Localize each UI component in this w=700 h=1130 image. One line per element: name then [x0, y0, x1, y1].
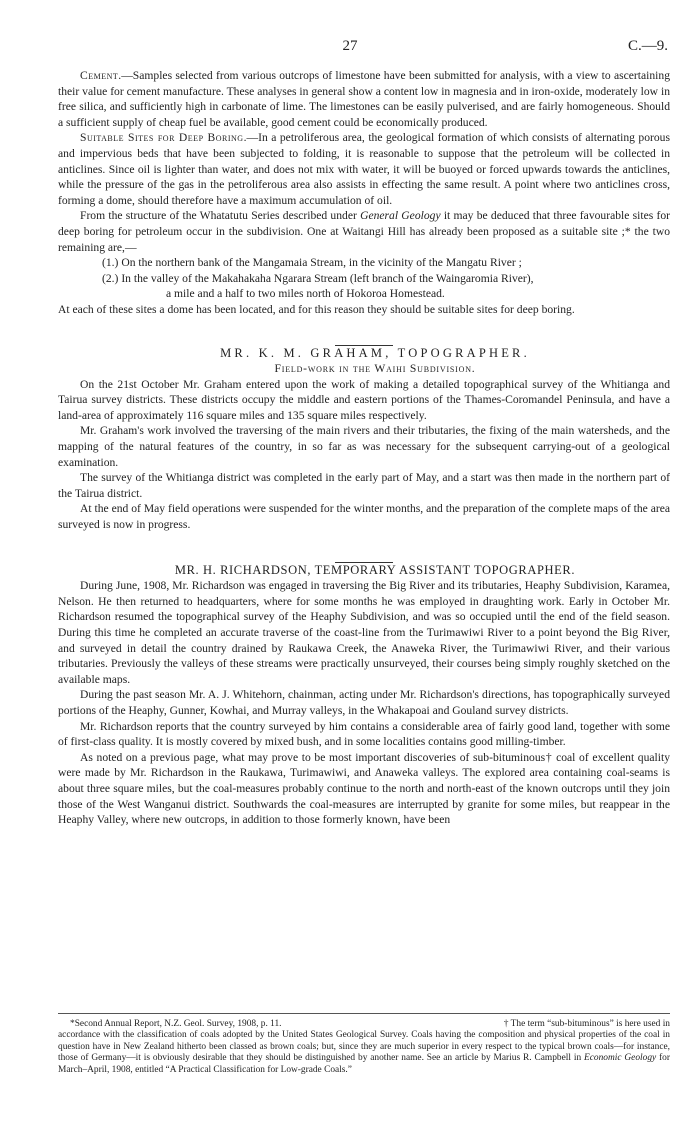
sites-text: .—In a petroliferous area, the geological formation of which consists of alternating porous and impervious beds that have been subjected to folding, it is reasonable to suppose that the petroleum will be collected in anticlines. Since oil is lighter than water, and does not mix with water, it will be buoyed or forced upwards towards the anticlines, while the pressure of the gas in the petroliferous area also assists in effecting the same result. A point where two anticlines cross, forming a dome, should therefore have a maximum accumulation of oil.	[58, 131, 670, 207]
graham-heading: MR. K. M. GRAHAM, TOPOGRAPHER.	[220, 345, 530, 360]
footnote-2-body: accordance with the classification of coals adopted by the United States Geological Survey. Coals having the composition and physical properties of the coal in question have in New Zealand hitherto been classed as brown coals; but, since they are much superior in every respect to the typical brown coals—for instance, those of Germany—it is obviously desirable that they should be distinguished by another name. See an article by Marius R. Campbell in Economic Geology for March–April, 1908, entitled “A Practical Classification for Low-grade Coals.”	[58, 1030, 670, 1075]
richardson-paragraph-4: As noted on a previous page, what may prove to be most important discoveries of sub-bituminous† coal of excellent quality were made by Mr. Richardson in the Raukawa, Turimawiwi, and Anaweka valleys. The explored area containing coal-seams is about three square miles, but the coal-measures probably continue to the north and north-east of the known outcrops until they join those of the West Wanganui district. Southwards the coal-measures are interrupted by granite for some miles, but reappear in the Heaphy Valley, where new outcrops, in addition to those formerly known, have been	[58, 750, 670, 827]
page-number: 27	[342, 38, 358, 54]
journal-title: Economic Geology	[584, 1053, 657, 1064]
whatatutu-paragraph: From the structure of the Whatatutu Series described under General Geology it may be deduced that three favourable sites for deep boring for petroleum occur in the subdivision. One at Waitangi Hill has already been proposed as a suitable site ;* the two remaining are,—	[58, 209, 670, 254]
site-list-item-2-continued: a mile and a half to two miles north of Hokoroa Homestead.	[166, 287, 445, 301]
richardson-paragraph-3: Mr. Richardson reports that the country surveyed by him contains a considerable area of fairly good land, together with some of first-class quality. It is mostly covered by mixed bush, and in some localities contains good milling-timber.	[58, 719, 670, 749]
graham-subheading: Field-work in the Waihi Subdivision.	[274, 362, 476, 376]
report-code: C.—9.	[627, 38, 668, 54]
sites-lead: Suitable Sites for Deep Boring	[80, 131, 244, 145]
footnotes	[58, 1019, 670, 1076]
footnote-1: *Second Annual Report, N.Z. Geol. Survey, 1908, p. 11.	[70, 1019, 282, 1029]
footnote-2-start: † The term “sub-bituminous” is here used in	[503, 1019, 670, 1029]
richardson-heading: MR. H. RICHARDSON, TEMPORARY ASSISTANT TOPOGRAPHER.	[174, 562, 576, 577]
footnote-row	[58, 1019, 670, 1030]
site-list-item-1: (1.) On the northern bank of the Mangamaia Stream, in the vicinity of the Mangatu River ;	[102, 256, 522, 270]
page-header	[0, 38, 700, 58]
richardson-paragraph-1: During June, 1908, Mr. Richardson was engaged in traversing the Big River and its tributaries, Heaphy Subdivision, Karamea, Nelson. He then returned to headquarters, where for some months he was employed in draughting work. Early in October Mr. Richardson resumed the topographical survey of the Heaphy Subdivision, and was so occupied until the end of the field season. During this time he completed an accurate traverse of the coast-line from the Turimawiwi River to a point beyond the Big River, and surveyed in detail the country drained by Raukawa Creek, the Anaweka River, the Turimawiwi River, and their various tributaries. Previously the valleys of these streams were practically unsurveyed, their courses being simply roughly sketched on the available maps.	[58, 579, 670, 686]
cement-lead: Cement	[80, 69, 119, 82]
graham-paragraph-4: At the end of May field operations were suspended for the winter months, and the preparation of the complete maps of the area surveyed is now in progress.	[58, 502, 670, 532]
page-body	[58, 68, 670, 828]
sites-closing: At each of these sites a dome has been located, and for this reason they should be suitable sites for deep boring.	[58, 302, 575, 316]
cement-paragraph	[58, 68, 670, 130]
footnote-divider	[58, 1013, 670, 1014]
general-geology-ref: General Geology	[360, 209, 441, 223]
site-list-item-2: (2.) In the valley of the Makahakaha Ngarara Stream (left branch of the Waingaromia River),	[102, 271, 534, 285]
graham-paragraph-3: The survey of the Whitianga district was completed in the early part of May, and a start was then made in the northern part of the Tairua district.	[58, 471, 670, 500]
richardson-paragraph-2: During the past season Mr. A. J. Whitehorn, chainman, acting under Mr. Richardson's directions, has topographically surveyed portions of the Heaphy, Gunner, Kowhai, and Murray valleys, in the Whakapoai and Gouland survey districts.	[58, 688, 670, 717]
cement-text: .—Samples selected from various outcrops of limestone have been submitted for analysis, with a view to ascertaining their value for cement manufacture. These analyses in general show a content low in magnesia and in iron-oxide, moderately low in free silica, and sufficiently high in carbonate of lime. The limestones can be easily pulverised, and are fairly homogeneous. Should a sufficient supply of cheap fuel be available, good cement could be economically produced.	[58, 69, 670, 129]
sites-paragraph	[58, 130, 670, 208]
graham-paragraph-1: On the 21st October Mr. Graham entered upon the work of making a detailed topographical survey of the Whitianga and Tairua survey districts. These districts occupy the middle and eastern portions of the Thames-Coromandel Peninsula, and have a land-area of approximately 116 square miles and 135 square miles respectively.	[58, 377, 670, 422]
graham-paragraph-2: Mr. Graham's work involved the traversing of the main rivers and their tributaries, the fixing of the main watersheds, and the mapping of the natural features of the country, in so far as was necessary for the subsequent carrying-out of a geological examination.	[58, 424, 670, 469]
